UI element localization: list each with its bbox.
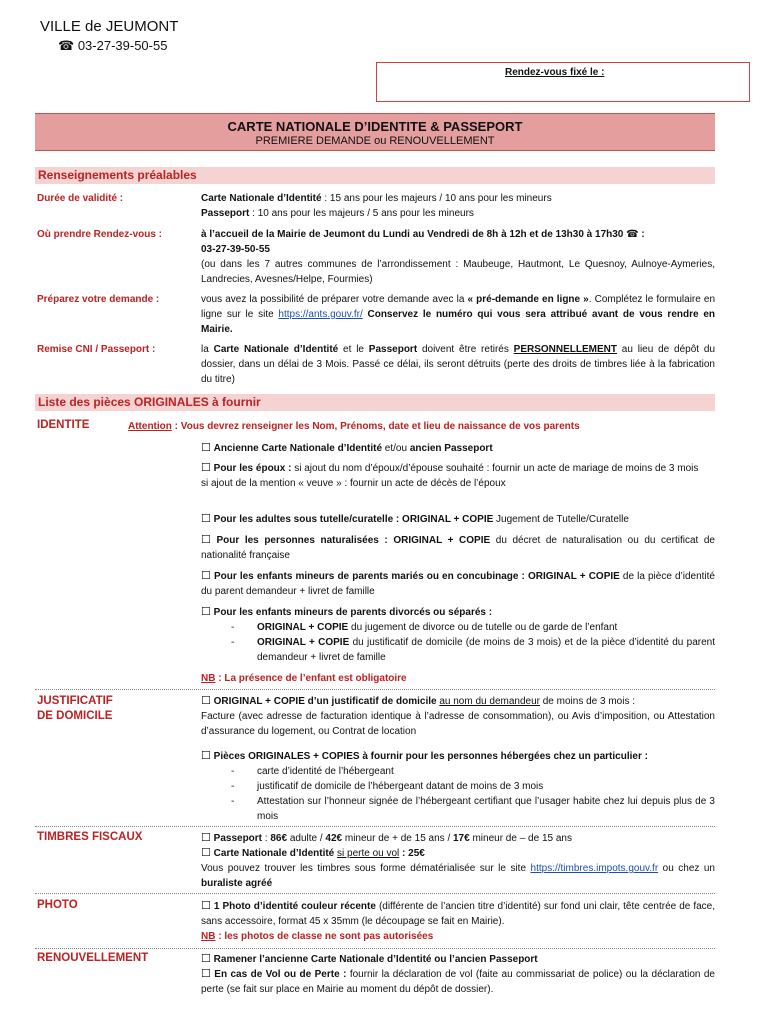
checkbox-icon: ☐ xyxy=(201,750,211,762)
section-heading-pieces: Liste des pièces ORIGINALES à fournir xyxy=(35,394,715,411)
title-sub: PREMIERE DEMANDE ou RENOUVELLEMENT xyxy=(255,135,495,147)
checkbox-icon: ☐ xyxy=(201,462,211,474)
phone-number: 03-27-39-50-55 xyxy=(77,38,168,53)
identite-item-tutelle: ☐ Pour les adultes sous tutelle/curatelle : ORIGINAL + COPIE Jugement de Tutelle/Curatelle xyxy=(201,513,629,525)
document-title xyxy=(35,113,715,151)
label-timbres: TIMBRES FISCAUX xyxy=(37,831,143,843)
checkbox-icon: ☐ xyxy=(201,953,211,965)
identite-item-divorces: ☐ Pour les enfants mineurs de parents divorcés ou séparés : - ORIGINAL + COPIE du jugement de divorce ou de tutelle ou de garde de l’enfant - ORIGINAL + COPIE du justificatif de domicile (de moins de 3 mois) et de la pièce d’identité du parent demandeur + livret de famille xyxy=(201,605,715,665)
checkbox-icon: ☐ xyxy=(201,442,211,454)
label-identite: IDENTITE xyxy=(37,419,90,431)
divider xyxy=(35,689,715,690)
checkbox-icon: ☐ xyxy=(201,900,211,912)
section-heading-renseignements: Renseignements préalables xyxy=(35,167,715,184)
header-phone xyxy=(58,38,167,54)
appointment-box xyxy=(376,62,750,102)
timbres-items: ☐ Passeport : 86€ adulte / 42€ mineur de + de 15 ans / 17€ mineur de – de 15 ans ☐ Carte Nationale d’Identité si perte ou vol : 25€ Vous pouvez trouver les timbres sous forme dématérialisée sur le site https://timbres.impots.gouv.fr ou chez un buraliste agréé xyxy=(201,832,715,889)
label-prepare: Préparez votre demande : xyxy=(37,294,160,305)
divider xyxy=(35,893,715,894)
text-remise: la Carte Nationale d’Identité et le Passeport doivent être retirés PERSONNELLEMENT au lieu de dépôt du dossier, dans un délai de 3 Mois. Passé ce délai, ils seront détruits (perte des droits de timbres liée à la fabrication du titre) xyxy=(201,344,716,385)
identite-item-maries: ☐ Pour les enfants mineurs de parents mariés ou en concubinage : ORIGINAL + COPIE de la pièce d’identité du parent demandeur + livret de famille xyxy=(201,570,715,597)
rdv-hours: à l’accueil de la Mairie de Jeumont du Lundi au Vendredi de 8h à 12h et de 13h30 à 17h30 ☎ : xyxy=(201,229,645,240)
label-photo: PHOTO xyxy=(37,899,78,911)
divider xyxy=(35,826,715,827)
checkbox-icon: ☐ xyxy=(201,534,211,546)
rdv-other-towns: (ou dans les 7 autres communes de l’arrondissement : Maubeuge, Hautmont, Le Quesnoy, Aulnoye-Aymeries, Landrecies, Avesnes/Helpe, Fourmies) xyxy=(201,259,715,285)
domicile-item-justificatif: ☐ ORIGINAL + COPIE d’un justificatif de domicile au nom du demandeur de moins de 3 mois : Facture (avec adresse de facturation identique à l’adresse de consommation), ou Avis d’imposition, ou Attestation d’assurance du logement, ou Contrat de location xyxy=(201,695,715,737)
nb-enfant: NB : La présence de l’enfant est obligatoire xyxy=(201,673,407,684)
domicile-item-heberges: ☐ Pièces ORIGINALES + COPIES à fournir pour les personnes hébergées chez un particulier : - carte d’identité de l’hébergeant - justificatif de domicile de l’hébergeant datant de moins de 3 mois - Attestation sur l’honneur signée de l’hébergeant certifiant que l’usager habite chez lui depuis plus de 3 mois xyxy=(201,749,715,824)
checkbox-icon: ☐ xyxy=(201,570,211,582)
text-prepare: vous avez la possibilité de préparer votre demande avec la « pré-demande en ligne ». Complétez le formulaire en ligne sur le site https://ants.gouv.fr/ Conservez le numéro qui vous sera attribué avant de vous rendre en Mairie. xyxy=(201,294,716,335)
checkbox-icon: ☐ xyxy=(201,606,211,618)
cni-validity: : 15 ans pour les majeurs / 10 ans pour les mineurs xyxy=(321,193,552,204)
appointment-label: Rendez-vous fixé le : xyxy=(505,67,605,78)
checkbox-icon: ☐ xyxy=(201,968,211,980)
label-domicile: JUSTIFICATIF DE DOMICILE xyxy=(37,695,113,722)
checkbox-icon: ☐ xyxy=(201,513,211,525)
ants-link[interactable]: https://ants.gouv.fr/ xyxy=(278,309,363,320)
rdv-phone: 03-27-39-50-55 xyxy=(201,244,270,255)
checkbox-icon: ☐ xyxy=(201,695,211,707)
checkbox-icon: ☐ xyxy=(201,832,211,844)
text-rdv xyxy=(201,227,715,287)
title-main: CARTE NATIONALE D’IDENTITE & PASSEPORT xyxy=(227,119,523,134)
passport-term: Passeport xyxy=(201,208,250,219)
photo-item: ☐ 1 Photo d’identité couleur récente (différente de l’ancien titre d’identité) sur fond uni clair, tête centrée de face, sans accessoire, format 45 x 35mm (le découpage se fait en Mairie). NB : les photos de classe ne sont pas autorisées xyxy=(201,900,716,942)
phone-icon: ☎ xyxy=(58,38,75,53)
town-name: VILLE de JEUMONT xyxy=(40,18,179,35)
divider xyxy=(35,948,715,949)
renouvellement-items: ☐ Ramener l’ancienne Carte Nationale d’Identité ou l’ancien Passeport ☐ En cas de Vol ou de Perte : fournir la déclaration de vol (faite au commissariat de police) ou la déclaration de perte (se fait sur place en Mairie au moment du dépôt de dossier). xyxy=(201,953,715,995)
label-rdv: Où prendre Rendez-vous : xyxy=(37,229,163,240)
checkbox-icon: ☐ xyxy=(201,847,211,859)
identite-item-epoux: ☐ Pour les époux : si ajout du nom d’époux/d’épouse souhaité : fournir un acte de mariage de moins de 3 mois si ajout de la mention « veuve » : fournir un acte de décès de l’époux xyxy=(201,462,699,489)
identite-item-ancienne: ☐ Ancienne Carte Nationale d’Identité et/ou ancien Passeport xyxy=(201,442,493,454)
identite-item-naturalisation: ☐ Pour les personnes naturalisées : ORIGINAL + COPIE du décret de naturalisation ou du certificat de nationalité française xyxy=(201,534,715,561)
cni-term: Carte Nationale d’Identité xyxy=(201,193,322,204)
label-renouvellement: RENOUVELLEMENT xyxy=(37,952,149,964)
timbres-link[interactable]: https://timbres.impots.gouv.fr xyxy=(530,863,659,874)
label-remise: Remise CNI / Passeport : xyxy=(37,344,156,355)
text-validite xyxy=(201,191,715,221)
passport-validity: : 10 ans pour les majeurs / 5 ans pour les mineurs xyxy=(249,208,474,219)
label-validite: Durée de validité : xyxy=(37,193,124,204)
attention-note: Attention : Vous devrez renseigner les Nom, Prénoms, date et lieu de naissance de vos parents xyxy=(128,421,580,432)
